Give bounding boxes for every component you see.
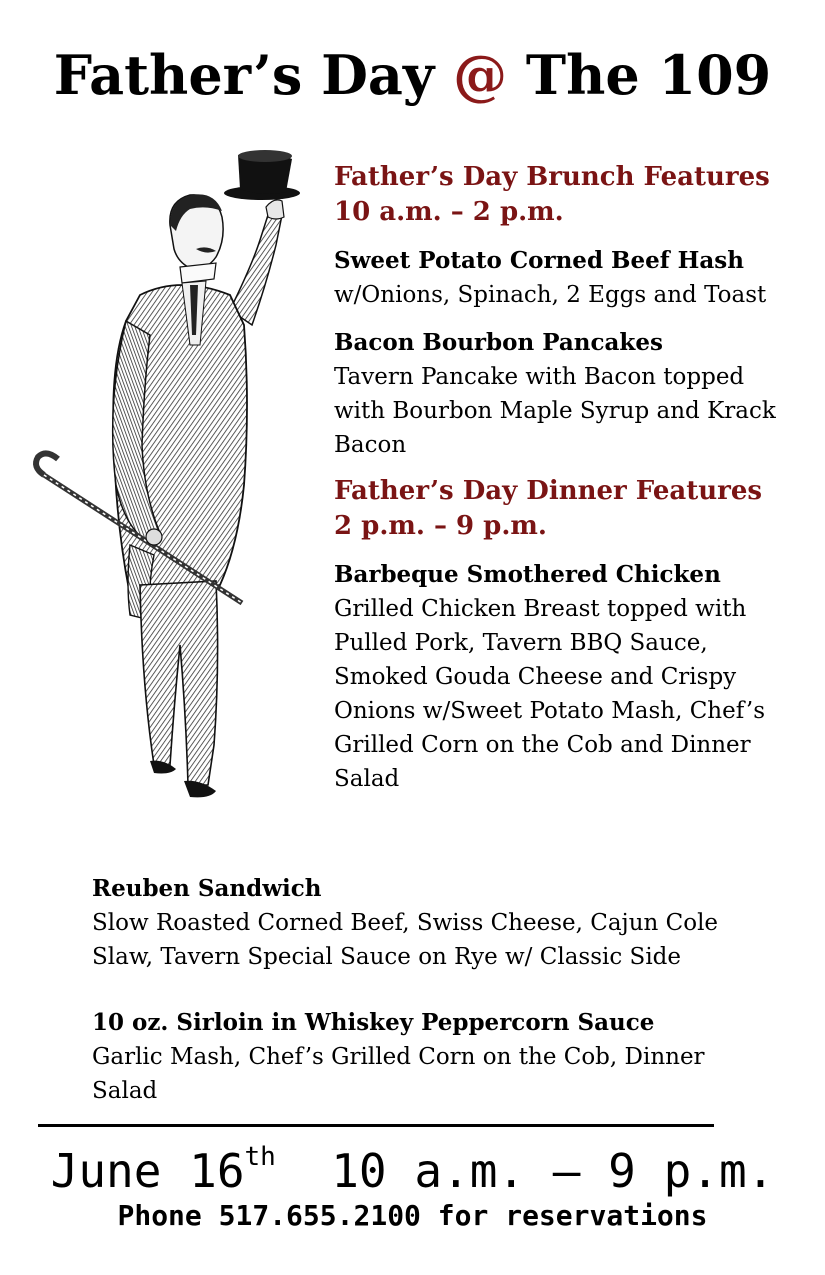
top-hat (224, 150, 300, 200)
divider (38, 1124, 714, 1127)
title-part2: The 109 (525, 43, 772, 107)
menu-item-desc: Grilled Chicken Breast topped with Pulled Pork, Tavern BBQ Sauce, Smoked Gouda Cheese and Crispy Onions w/Sweet Potato Mash, Chef’s Grilled Corn on the Cob and Dinner Salad (334, 596, 766, 792)
features-column (334, 160, 794, 796)
event-date (0, 1143, 825, 1199)
list-item (334, 244, 794, 312)
date-main: June 16 (50, 1144, 245, 1198)
brunch-section (334, 160, 794, 462)
title-part1: Father’s Day (53, 43, 435, 107)
gentleman-top-hat-cane-illustration-icon (30, 145, 320, 815)
dinner-heading: Father’s Day Dinner Features (334, 476, 763, 506)
brunch-hours: 10 a.m. – 2 p.m. (334, 197, 564, 227)
menu-item-desc: Slow Roasted Corned Beef, Swiss Cheese, Cajun Cole Slaw, Tavern Special Sauce on Rye w/ Classic Side (92, 910, 719, 970)
menu-item-desc: w/Onions, Spinach, 2 Eggs and Toast (334, 282, 767, 308)
list-item (334, 326, 794, 462)
title-at-symbol: @ (453, 43, 508, 107)
date-hours: 10 a.m. – 9 p.m. (331, 1144, 775, 1198)
dinner-hours: 2 p.m. – 9 p.m. (334, 511, 547, 541)
lower-menu (92, 872, 772, 1108)
date-suffix: th (244, 1141, 276, 1172)
page-title (0, 40, 825, 110)
menu-item-name: Sweet Potato Corned Beef Hash (334, 247, 744, 274)
brunch-heading: Father’s Day Brunch Features (334, 162, 770, 192)
list-item (92, 1006, 772, 1108)
dinner-section (334, 474, 794, 796)
menu-item-desc: Garlic Mash, Chef’s Grilled Corn on the Cob, Dinner Salad (92, 1044, 705, 1104)
menu-item-name: Bacon Bourbon Pancakes (334, 329, 663, 356)
phone-reservations: Phone 517.655.2100 for reservations (117, 1199, 708, 1232)
menu-item-desc: Tavern Pancake with Bacon topped with Bourbon Maple Syrup and Krack Bacon (334, 364, 776, 458)
menu-item-name: Reuben Sandwich (92, 875, 322, 902)
menu-item-name: Barbeque Smothered Chicken (334, 561, 721, 588)
menu-item-name: 10 oz. Sirloin in Whiskey Peppercorn Sauce (92, 1009, 655, 1036)
list-item (92, 872, 772, 974)
list-item (334, 558, 794, 796)
